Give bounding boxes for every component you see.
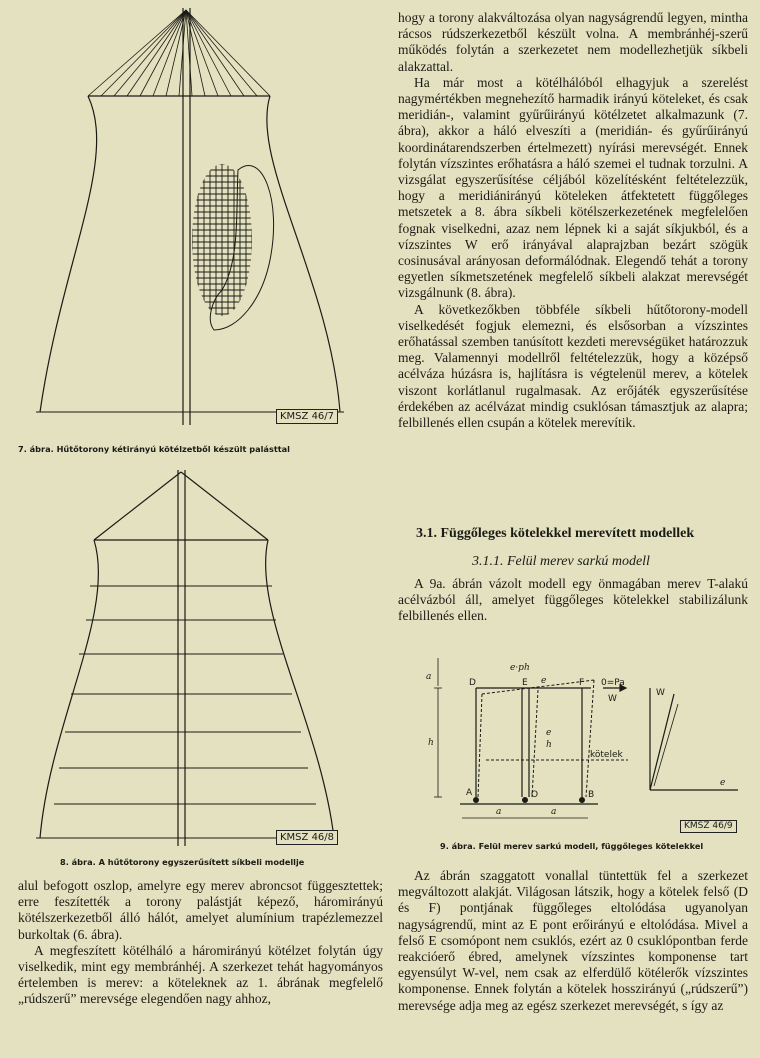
section-heading: 3.1. Függőleges kötelekkel merevített modellek (416, 526, 695, 541)
fig9-label-h-under: h (546, 740, 552, 750)
fig9-label-E: E (522, 678, 528, 688)
fig9-label-e-right: e (720, 778, 726, 788)
fig9-label-a-top: a (426, 672, 432, 682)
left-column-text (18, 878, 383, 1008)
subsection-heading: 3.1.1. Felül merev sarkú modell (472, 554, 650, 569)
figure-8-code: KMSZ 46/8 (276, 830, 338, 845)
fig9-label-O: O (531, 790, 539, 800)
fig9-label-h: h (428, 738, 434, 748)
fig9-label-a-right: a (551, 807, 557, 817)
fig9-label-0pa: 0=Pa (601, 678, 625, 688)
right-paragraph-2: Ha már most a kötélhálóból elhagyjuk a szerelést nagymértékben megnehezítő harmadik irányú köteleket, és csak meridián-, valamint gyűrűirányú kötélzetet alkalmazunk (7. ábra), akkor a háló elveszíti a (meridián- és gyűrűirányú koordinátarendszerben értelmezett) nyírási merevségét. Ennek folytán vízszintes erőhatásra a háló szemei el tudnak torzulni. A vizsgálat egyszerűsítése céljából közelítésként feltételezzük, hogy a meridiánirányú köteleken átfektetett függőleges metszetek a 8. ábra síkbeli kötélszerkezetének megfelelően fognak viselkedni, azaz nem lépnek ki a saját síkjukból, és a vízszintes W erő irányával alaprajzban bezárt szögük cosinusával arányosan deformálódnak. Elegendő tehát a torony egyetlen síkmetszetének megfelelő síkbeli alakzat merevségét vizsgálnunk (8. ábra). (398, 74, 748, 301)
fig9-label-B: B (588, 790, 595, 800)
fig9-label-eph: e·ph (510, 663, 530, 673)
figure-7-code: KMSZ 46/7 (276, 409, 338, 424)
figure-8-caption: 8. ábra. A hűtőtorony egyszerűsített síkbeli modellje (60, 857, 305, 867)
right-paragraph-4: A 9a. ábrán vázolt modell egy önmagában merev T-alakú acélvázból áll, amelyet függőleges kötelekkel stabilizálunk felbillenés ellen. (398, 576, 748, 624)
figure-7-drawing (0, 0, 392, 435)
left-paragraph-2: A megfeszített kötélháló a háromirányú kötélzet folytán úgy viselkedik, mint egy membránhéj. A szerkezet tehát hagyományos értelemben is merev: a köteleknek az 1. ábrának megfelelő „rúdszerű” merevsége elegendően nagy ahhoz, (18, 942, 383, 1007)
figure-9 (398, 650, 758, 838)
fig9-label-A: A (466, 788, 473, 798)
right-paragraph-5: Az ábrán szaggatott vonallal tüntettük fel a szerkezet megváltozott alakját. Világosan látszik, hogy a kötelek felső (D és F) pontjának függőleges eltolódása ugyanolyan nagyságrendű, mint az E pont erőirányú e eltolódása. Mivel a felső E csomópont nem csuklós, ezért az 0 csuklópontban ferde reakcióerő ébred, amelynek vízszintes komponense tart egyensúlyt W-vel, nem csak az elferdülő kötélerők vízszintes komponense. Ennek folytán a kötelek hosszirányú („rúdszerű”) merevsége adja meg az egész szerkezet merevségét, s így az (398, 868, 748, 1013)
figure-7-caption: 7. ábra. Hűtőtorony kétirányú kötélzetből készült palásttal (18, 444, 290, 454)
fig9-label-D: D (469, 678, 476, 688)
figure-7 (0, 0, 392, 435)
figure-9-caption: 9. ábra. Felül merev sarkú modell, függőleges kötelekkel (440, 841, 704, 851)
figure-9-code: KMSZ 46/9 (680, 820, 737, 833)
fig9-label-a-left: a (496, 807, 502, 817)
fig9-label-kotelek: kötelek (590, 750, 623, 760)
right-paragraph-3: A következőkben többféle síkbeli hűtőtorony-modell viselkedését fogjuk elemezni, és elsősorban a vízszintes erőhatással szemben tanúsított kezdeti merevségüket határozzuk meg. Valamennyi modellről feltételezzük, hogy a középső acélváza húzásra is, hajlításra is végtelenül merev, a kötelek viszont korlátlanul rugalmasak. Az erőjáték egyszerűsítése érdekében az acélvázat mindig csuklósan támasztjuk az alapra; felbillenés ellen csupán a kötelek merevítik. (398, 301, 748, 431)
left-paragraph-1: alul befogott oszlop, amelyre egy merev abroncsot függesztettek; erre feszítették a torony palástját képező, háromirányú kötélszerkezetből álló hálót, amelyet alumínium trapézlemezzel burkoltak (6. ábra). (18, 878, 383, 942)
figure-8-drawing (0, 462, 392, 852)
fig9-label-e-top: e (541, 676, 547, 686)
right-column-text-mid (398, 576, 748, 625)
fig9-label-W: W (608, 694, 617, 704)
right-column-text-bottom (398, 868, 748, 1014)
right-column-text-top (398, 10, 748, 431)
right-paragraph-1: hogy a torony alakváltozása olyan nagyságrendű legyen, mintha rácsos rúdszerkezetből készült volna. A membránhéj-szerű működés folytán a szerkezetet nem modellezhetjük síkbeli alakzattal. (398, 10, 748, 74)
fig9-label-e-over-h: e (546, 728, 552, 738)
figure-9-drawing (398, 650, 758, 838)
figure-8 (0, 462, 392, 852)
fig9-label-F: F (579, 678, 585, 688)
fig9-label-W-right: W (656, 688, 665, 698)
